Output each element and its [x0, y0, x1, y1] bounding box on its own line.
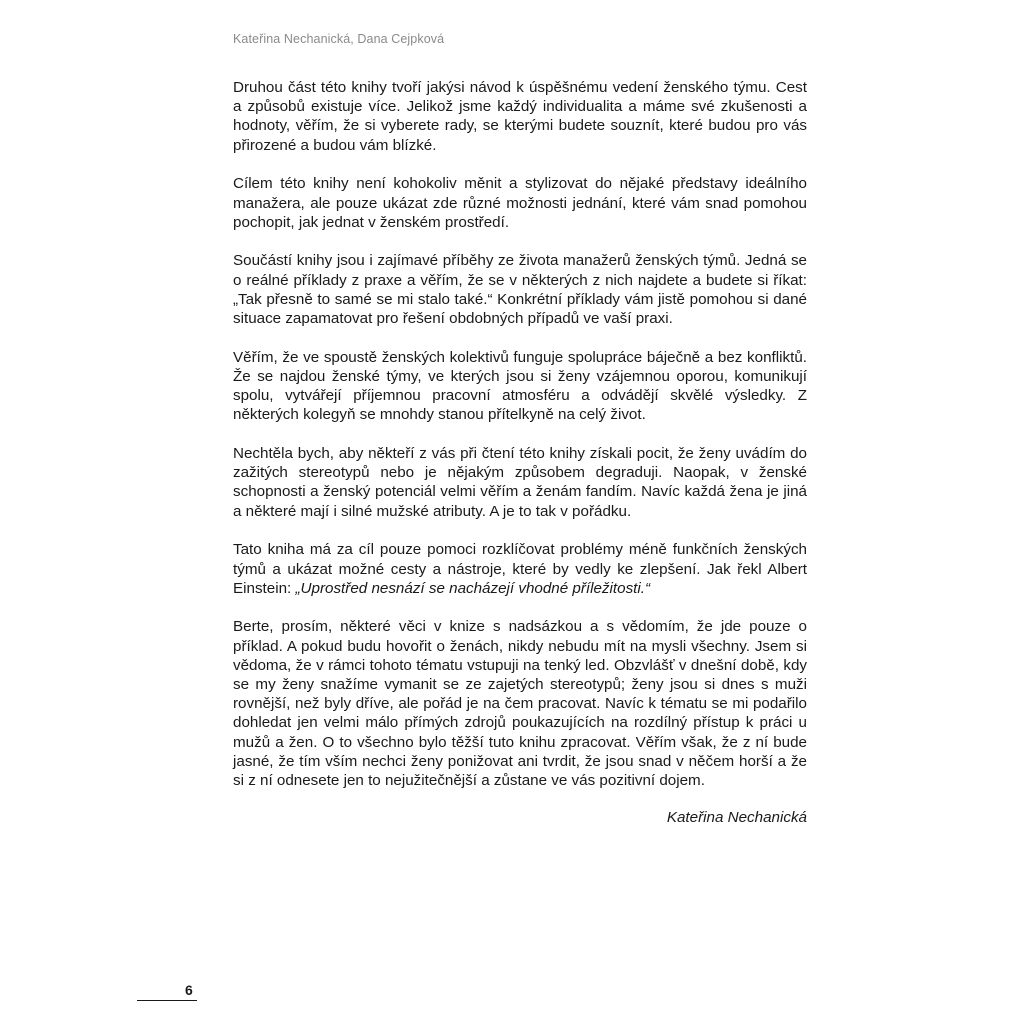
running-header-authors: Kateřina Nechanická, Dana Cejpková [233, 32, 445, 46]
einstein-quote: „Uprostřed nesnází se nacházejí vhodné příležitosti.“ [295, 579, 651, 597]
page-number: 6 [185, 982, 193, 998]
paragraph: Berte, prosím, některé věci v knize s nadsázkou a s vědomím, že jde pouze o příklad. A pokud budu hovořit o ženách, nikdy nebudu mít na mysli všechny. Jsem si vědoma, že v rámci tohoto tématu vstupuji na tenký led. Obzvlášť v dnešní době, kdy se my ženy snažíme vymanit se ze zajetých stereotypů; ženy jsou si dnes s muži rovnější, než byly dříve, ale pořád je na čem pracovat. Navíc k tématu se mi podařilo dohledat jen velmi málo přímých zdrojů poukazujících na rozdílný přístup k práci u mužů a žen. O to všechno bylo těžší tuto knihu zpracovat. Věřím však, že z ní bude jasné, že tím vším nechci ženy ponižovat ani tvrdit, že jsou snad v něčem horší a že si z ní odnesete jen to nejužitečnější a zůstane ve vás pozitivní dojem. [233, 618, 807, 790]
paragraph-with-quote [233, 540, 807, 598]
paragraph-text: Tato kniha má za cíl pouze pomoci rozklíčovat problémy méně funkčních ženských týmů a ukázat možné cesty a nástroje, které by vedly ke zlepšení. Jak řekl Albert Einstein: [233, 541, 807, 597]
page-number-rule [137, 1000, 197, 1001]
paragraph: Druhou část této knihy tvoří jakýsi návod k úspěšnému vedení ženského týmu. Cest a způsobů existuje více. Jelikož jsme každý individualita a máme své zkušenosti a hodnoty, věřím, že si vyberete rady, se kterými budete souznít, které budou pro vás přirozené a budou vám blízké. [233, 79, 807, 154]
author-signature: Kateřina Nechanická [666, 809, 807, 826]
paragraph: Součástí knihy jsou i zajímavé příběhy ze života manažerů ženských týmů. Jedná se o reálné příklady z praxe a věřím, že se v některých z nich najdete a budete si říkat: „Tak přesně to samé se mi stalo také.“ Konkrétní příklady vám jistě pomohou si dané situace zapamatovat pro řešení obdobných případů ve vaší praxi. [233, 252, 807, 328]
paragraph: Věřím, že ve spoustě ženských kolektivů funguje spolupráce báječně a bez konfliktů. Že se najdou ženské týmy, ve kterých jsou si ženy vzájemnou oporou, komunikují spolu, vytvářejí příjemnou pracovní atmosféru a odvádějí skvělé výsledky. Z některých kolegyň se mnohdy stanou přítelkyně na celý život. [233, 348, 807, 424]
body-text [233, 78, 807, 790]
paragraph: Nechtěla bych, aby někteří z vás při čtení této knihy získali pocit, že ženy uvádím do zažitých stereotypů nebo je nějakým způsobem degraduji. Naopak, v ženské schopnosti a ženský potenciál velmi věřím a ženám fandím. Navíc každá žena je jiná a některé mají i silné mužské atributy. A je to tak v pořádku. [233, 445, 807, 520]
paragraph: Cílem této knihy není kohokoliv měnit a stylizovat do nějaké představy ideálního manažera, ale pouze ukázat zde různé možnosti jednání, které vám snad pomohou pochopit, jak jednat v ženském prostředí. [233, 175, 807, 231]
